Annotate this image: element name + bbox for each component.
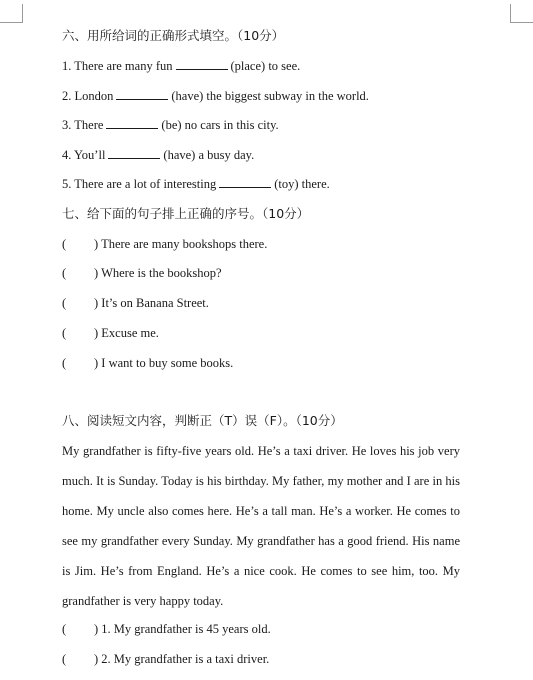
ordering-item-3: ( ) It’s on Banana Street. <box>62 296 209 310</box>
answer-parentheses[interactable]: ( <box>62 326 67 340</box>
fill-blank-item-5: 5. There are a lot of interesting (toy) there. <box>62 177 330 191</box>
ordering-item-4: ( ) Excuse me. <box>62 326 159 340</box>
answer-parentheses[interactable]: ( <box>62 356 67 370</box>
section-8-heading: 八、阅读短文内容，判断正（T）误（F）。（10分） <box>62 413 343 428</box>
fill-blank-item-2: 2. London (have) the biggest subway in the world. <box>62 89 369 103</box>
page-corner-mark-right <box>510 4 533 23</box>
answer-blank[interactable] <box>106 117 158 129</box>
fill-blank-item-4: 4. You’ll (have) a busy day. <box>62 148 255 162</box>
answer-parentheses[interactable]: ( <box>62 622 67 636</box>
fill-blank-item-3: 3. There (be) no cars in this city. <box>62 118 279 132</box>
ordering-item-5: ( ) I want to buy some books. <box>62 356 234 370</box>
ordering-item-2: ( ) Where is the bookshop? <box>62 266 222 280</box>
answer-blank[interactable] <box>108 147 160 159</box>
answer-blank[interactable] <box>176 58 228 70</box>
page-corner-mark-left <box>0 4 23 23</box>
answer-parentheses[interactable]: ( <box>62 266 67 280</box>
fill-blank-item-1: 1. There are many fun (place) to see. <box>62 59 301 73</box>
answer-parentheses[interactable]: ( <box>62 296 67 310</box>
answer-blank[interactable] <box>116 88 168 100</box>
true-false-item-2: ( ) 2. My grandfather is a taxi driver. <box>62 652 270 666</box>
ordering-item-1: ( ) There are many bookshops there. <box>62 237 268 251</box>
section-6-heading: 六、用所给词的正确形式填空。（10分） <box>62 28 285 43</box>
answer-blank[interactable] <box>219 176 271 188</box>
answer-parentheses[interactable]: ( <box>62 237 67 251</box>
true-false-item-1: ( ) 1. My grandfather is 45 years old. <box>62 622 271 636</box>
section-7-heading: 七、给下面的句子排上正确的序号。（10分） <box>62 206 310 221</box>
reading-passage: My grandfather is fifty-five years old. He’s a taxi driver. He loves his job very much. It is Sunday. Today is his birthday. My father, my mother and I are in his home. My uncle also comes here. He’s a tall man. He’s a worker. He comes to see my grandfather every Sunday. My grandfather has a good friend. His name is Jim. He’s from England. He’s a nice cook. He comes to see him, too. My grandfather is very happy today. <box>62 444 460 608</box>
answer-parentheses[interactable]: ( <box>62 652 67 666</box>
